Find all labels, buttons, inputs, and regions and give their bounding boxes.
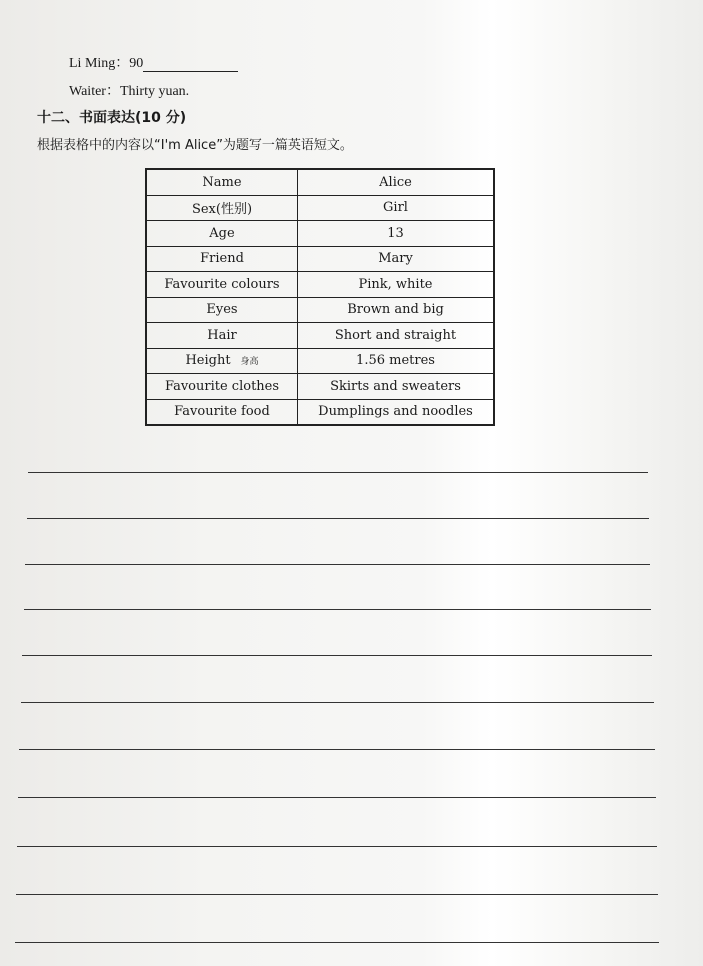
writing-line[interactable]: [15, 942, 659, 943]
writing-line[interactable]: [27, 518, 649, 519]
table-row: [146, 221, 494, 247]
li-ming-text: 90: [129, 56, 144, 71]
table-row: [146, 297, 494, 323]
row-key: Favourite colours: [146, 272, 298, 298]
writing-line[interactable]: [16, 894, 658, 895]
row-key: Name: [146, 169, 298, 195]
writing-line[interactable]: [21, 702, 654, 703]
writing-line[interactable]: [19, 749, 655, 750]
row-key-height: [146, 348, 298, 374]
speaker-li-ming: Li Ming：: [69, 56, 130, 71]
table-row: [146, 399, 494, 425]
writing-instruction: 根据表格中的内容以“I'm Alice”为题写一篇英语短文。: [37, 138, 353, 153]
table-row: [146, 195, 494, 221]
row-key: Sex(性别): [146, 195, 298, 221]
waiter-text: Thirty yuan.: [119, 84, 190, 99]
height-label: Height: [185, 353, 231, 369]
writing-line[interactable]: [24, 609, 651, 610]
table-row: [146, 272, 494, 298]
table-row: [146, 348, 494, 374]
row-value: Pink, white: [298, 272, 495, 298]
dialog-line-li-ming: [69, 52, 238, 72]
row-value: 1.56 metres: [298, 348, 495, 374]
section-title: 十二、书面表达(10 分): [37, 110, 187, 126]
row-value: Brown and big: [298, 297, 495, 323]
row-value: Mary: [298, 246, 495, 272]
dialog-line-waiter: [69, 80, 189, 100]
row-key: Age: [146, 221, 298, 247]
row-value: Short and straight: [298, 323, 495, 349]
row-key: Favourite food: [146, 399, 298, 425]
writing-line[interactable]: [28, 472, 648, 473]
row-value: 13: [298, 221, 495, 247]
row-key: Favourite clothes: [146, 374, 298, 400]
speaker-waiter: Waiter：: [69, 84, 120, 99]
row-value: Alice: [298, 169, 495, 195]
table-row: [146, 374, 494, 400]
table-row: [146, 323, 494, 349]
info-table: [145, 168, 495, 426]
row-value: Skirts and sweaters: [298, 374, 495, 400]
answer-blank[interactable]: [143, 57, 238, 72]
row-key: Friend: [146, 246, 298, 272]
writing-line[interactable]: [17, 846, 657, 847]
table-row: [146, 169, 494, 195]
row-value: Dumplings and noodles: [298, 399, 495, 425]
row-value: Girl: [298, 195, 495, 221]
row-key: Hair: [146, 323, 298, 349]
writing-line[interactable]: [25, 564, 650, 565]
row-key: Eyes: [146, 297, 298, 323]
table-row: [146, 246, 494, 272]
height-note: 身高: [240, 357, 259, 368]
writing-line[interactable]: [22, 655, 652, 656]
writing-line[interactable]: [18, 797, 656, 798]
